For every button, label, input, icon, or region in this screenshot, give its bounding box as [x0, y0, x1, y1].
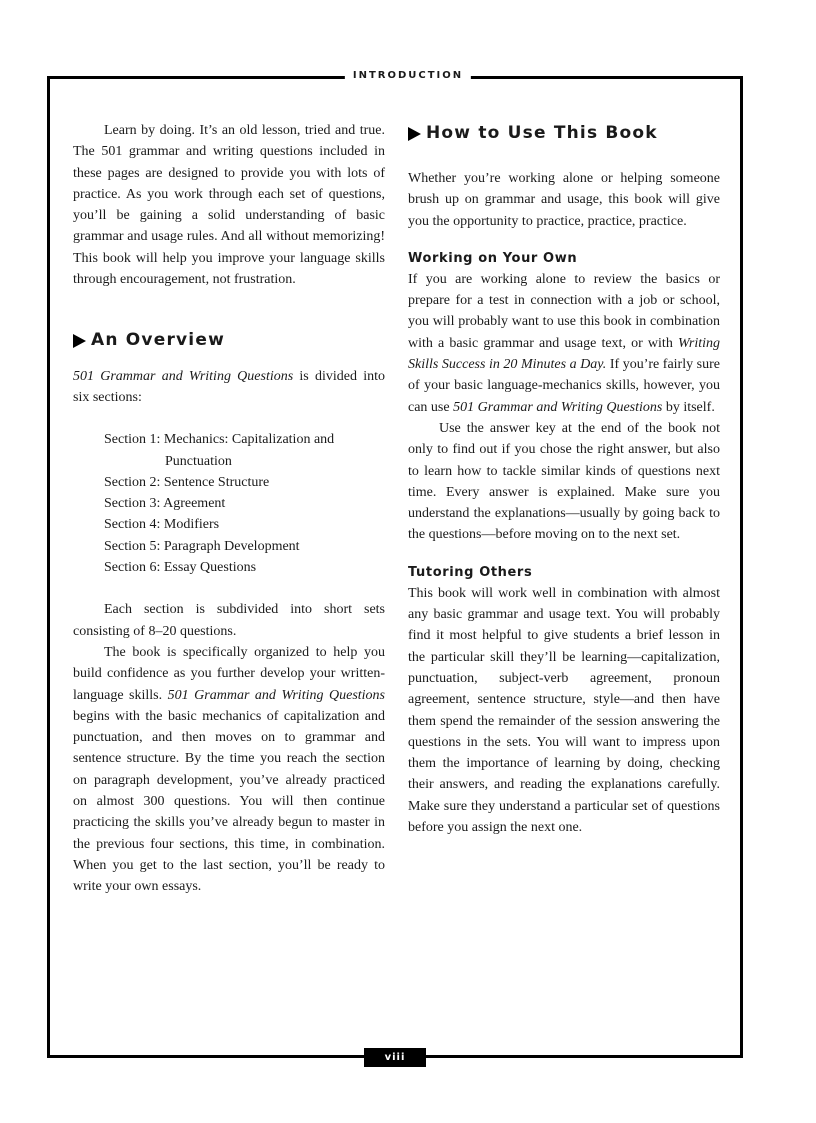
section-list [73, 429, 385, 578]
overview-paragraph [73, 366, 385, 409]
book-title: 501 Grammar and Writing Questions [167, 687, 385, 703]
tutoring-heading: Tutoring Others [408, 564, 533, 580]
answer-key-paragraph: Use the answer key at the end of the book not only to find out if you chose the right answer, but also to learn how to tackle similar kinds of questions next time. Every answer is explained. Make sure you understand the explanations—usually by going back to the questions—before moving on to the next set. [408, 420, 720, 543]
list-item: Section 6: Essay Questions [104, 560, 257, 576]
how-heading-text: How to Use This Book [426, 123, 658, 144]
page-number: viii [364, 1048, 426, 1067]
book-title: 501 Grammar and Writing Questions [73, 368, 294, 384]
list-item: Section 3: Agreement [104, 496, 226, 512]
own-text-a: If you are working alone to review the basics or prepare for a test in connection with a job or school, you will probably want to use this book in combination with a basic grammar and usage text, or with [408, 271, 720, 351]
organized-text-b: begins with the basic mechanics of capitalization and punctuation, and then moves on to grammar and sentence structure. By the time you reach the section on paragraph development, you’ve already practiced on almost 300 questions. You will then continue practicing the skills you’ve already begun to master in the previous four sections, this time, in combination. When you get to the last section, you’ll be ready to write your own essays. [73, 708, 385, 895]
list-item: Section 4: Modifiers [104, 517, 220, 533]
list-item: Section 5: Paragraph Development [104, 538, 300, 554]
organized-paragraph [73, 642, 385, 898]
working-own-heading: Working on Your Own [408, 250, 578, 266]
own-text-c: by itself. [662, 399, 715, 415]
triangle-bullet-icon [73, 334, 86, 348]
book-title: 501 Grammar and Writing Questions [453, 399, 663, 415]
triangle-bullet-icon [408, 127, 421, 141]
how-heading [408, 120, 720, 148]
right-column [408, 120, 720, 838]
overview-heading [73, 330, 385, 351]
list-item: Section 1: Mechanics: Capitalization and [104, 432, 335, 448]
subdivided-paragraph: Each section is subdivided into short sets consisting of 8–20 questions. [73, 602, 385, 639]
running-header: INTRODUCTION [345, 68, 471, 84]
intro-paragraph: Learn by doing. It’s an old lesson, tried and true. The 501 grammar and writing questions included in these pages are designed to provide you with lots of practice. As you work through each set of questions, you’ll be gaining a solid understanding of basic grammar and usage rules. And all without memorizing! This book will help you improve your language skills through encouragement, not frustration. [73, 123, 385, 288]
organized-text-a: The book is specifically organized to help you build confidence as you further develop your written-language skills. [73, 644, 385, 703]
tutoring-paragraph: This book will work well in combination with almost any basic grammar and usage text. You will probably find it most helpful to give students a brief lesson in the particular skill they’ll be learning—capitalization, punctuation, subject-verb agreement, pronoun agreement, sentence structure, style—and then have them spend the remainder of the session answering the questions in the sets. You will want to impress upon them the importance of learning by doing, checking their answers, and reading the explanations carefully. Make sure they understand a particular set of questions before you assign the next one. [408, 585, 720, 836]
how-paragraph: Whether you’re working alone or helping someone brush up on grammar and usage, this book will give you the opportunity to practice, practice, practice. [408, 171, 720, 229]
list-item: Section 2: Sentence Structure [104, 474, 270, 490]
own-text-b: If you’re fairly sure of your basic language-mechanics skills, however, you can use [408, 357, 720, 415]
overview-heading-text: An Overview [91, 330, 225, 351]
list-item: Punctuation [165, 453, 232, 469]
overview-text: is divided into six sections: [73, 368, 385, 405]
working-own-paragraph [408, 269, 720, 418]
book-title: Writing Skills Success in 20 Minutes a Day. [408, 335, 720, 373]
left-column [73, 120, 385, 898]
